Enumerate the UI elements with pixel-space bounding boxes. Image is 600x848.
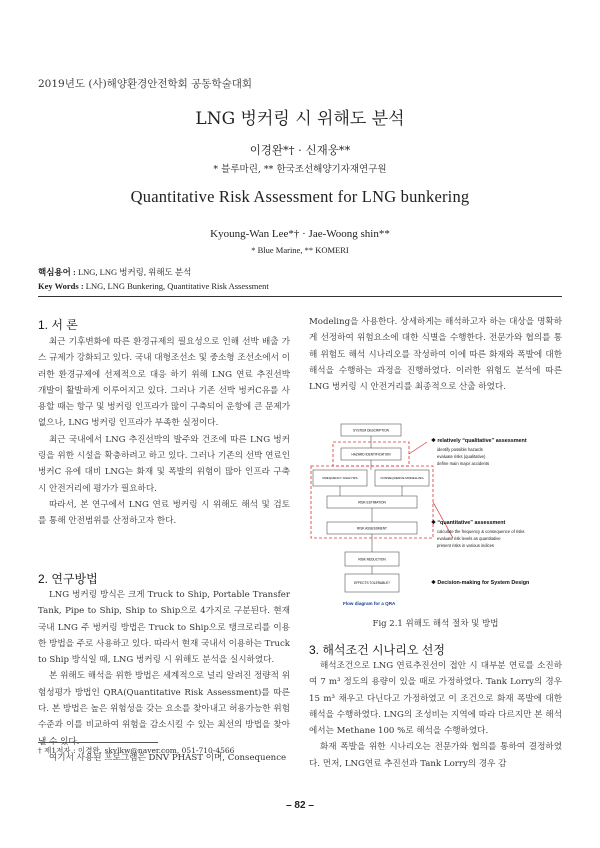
section-2-body [38, 587, 290, 766]
section-3-body [309, 658, 562, 772]
flow-box-label: HAZARD IDENTIFICATION [351, 452, 391, 457]
korean-keywords-text: LNG, LNG 벙커링, 위해도 분석 [77, 267, 192, 277]
flow-caption: Flow diagram for a QRA [343, 601, 396, 606]
section-2-title: 2. 연구방법 [38, 572, 98, 586]
paragraph: Modeling을 사용한다. 상세하게는 해석하고자 하는 대상을 명확하게 선정하여 위험요소에 대한 식별을 수행한다. 전문가와 협의를 통해 위험도 해석 시나리오를 작성하여 이에 따른 화재와 폭발에 대한 해석을 수행하는 과정을 진행하였다. 이러한 위험도 분석에 따른 LNG 벙커링 시 안전거리를 최종적으로 산출 하였다. [309, 317, 562, 393]
flow-box-label: RISK ESTIMATION [358, 500, 386, 505]
paragraph: 여기서 사용된 프로그램은 DNV PHAST 이며, Consequence [49, 752, 287, 763]
flow-box-label: RISK REDUCTION [358, 557, 386, 562]
figure-caption: Fig 2.1 위해도 해석 절차 및 방법 [372, 619, 499, 629]
english-keywords-label: Key Words : [38, 281, 84, 291]
right-column-top [309, 314, 562, 395]
paragraph: LNG 벙커링 방식은 크게 Truck to Ship, Portable Transfer Tank, Pipe to Ship, Ship to Ship으로 4가지로 구분된다. 현재 국내 LNG 주 벙커링 방법은 Truck to Ship으로 탱크로리를 이용한 방법을 주로 사용하고 있다. 따라서 현재 국내서 이용하는 Truck to Ship 방식일 때, LNG 벙커링 시 위해도 분석을 실시하였다. [38, 590, 290, 666]
english-keywords [38, 281, 269, 291]
english-title: Quantitative Risk Assessment for LNG bunkering [130, 187, 470, 206]
flow-box-label: RISK ASSESSMENT [357, 526, 387, 531]
quantitative-item: present risks in various indices [437, 543, 495, 548]
paragraph: 해석조건으로 LNG 연료추진선이 접안 시 대부분 연료를 소진하여 7 m³ 정도의 용량이 있을 때로 가정하였다. Tank Lorry의 경우 15 m³ 채우고 다닌다고 가정하였고 이 조건으로 화재 폭발에 대한 해석을 수행하였다. LNG의 조성비는 지역에 따라 다르지만 본 해석에서는 Methane 100 %로 해석을 수행하였다. [309, 661, 562, 737]
english-affiliations: * Blue Marine, ** KOMERI [251, 245, 349, 255]
qualitative-item: define main major accidents [437, 461, 490, 466]
english-authors: Kyoung-Wan Lee*† · Jae-Woong shin** [210, 228, 390, 240]
korean-title: LNG 벙커링 시 위해도 분석 [195, 109, 405, 129]
korean-affiliations: * 블루마린, ** 한국조선해양기자재연구원 [213, 164, 387, 175]
paragraph: 화재 폭발을 위한 시나리오는 전문가와 협의를 통하여 결정하였다. 먼저, LNG연료 추진선과 Tank Lorry의 경우 감 [309, 742, 562, 769]
flow-box-label: SYSTEM DESCRIPTION [353, 428, 389, 433]
quantitative-item: evaluate risk levels as quantitative [437, 536, 501, 541]
section-1-body [38, 334, 290, 530]
flow-box-label: CONSEQUENCE MODELLING [380, 476, 424, 480]
qra-figure [309, 418, 562, 614]
paragraph: 본 위해도 해석을 위한 방법은 세계적으로 널리 알려진 정량적 위험성평가 방법인 QRA(Quantitative Risk Assessment)를 따른다. 본 방법은 높은 위험성을 갖는 요소를 찾아내고 허용가능한 위험수준과 이를 비교하여 위험을 감소시킬 수 있는 최선의 방법을 찾아 낼 수 있다. [38, 671, 290, 747]
paragraph: 최근 국내에서 LNG 추진선박의 발주와 건조에 따른 LNG 벙커링을 위한 시설을 확충하려고 하고 있다. 그러나 기존의 선박 연료인 벙커C 유에 대비 LNG는 화재 및 폭발의 위험이 많아 인프라 구축 시 안전거리에 평가가 필요하다. [38, 434, 290, 494]
qualitative-title: ❖ relatively “qualitative” assessment [431, 438, 527, 444]
conference-header: 2019년도 (사)해양환경안전학회 공동학술대회 [38, 78, 253, 90]
flow-box-label: FREQUENCY ANALYSIS [322, 476, 358, 480]
quantitative-title: ❖ “quantitative” assessment [431, 520, 506, 526]
figure-2-1 [309, 418, 562, 614]
korean-authors: 이경완*† · 신재웅** [249, 143, 351, 157]
paragraph: 따라서, 본 연구에서 LNG 연료 벙커링 시 위해도 해석 및 검토를 통해 안전범위를 산정하고자 한다. [38, 499, 290, 527]
quantitative-item: calculate the frequency & consequence of risks [437, 529, 525, 534]
paragraph: 최근 기후변화에 따른 환경규제의 필요성으로 인해 선박 배출 가스 규제가 강화되고 있다. 국내 대형조선소 및 중소형 조선소에서 이러한 환경규제에 선제적으로 대응 하기 위해 LNG 연료 추진선박 개발이 활발하게 이루어지고 있다. 그러나 기존 선박 벙커C유를 사용할 때는 항구 및 벙커링 인프라가 많이 구축되어 운항에 큰 문제가 없으나, LNG 벙커링 인프라가 부족한 실정이다. [38, 337, 290, 429]
qualitative-item: evaluate risks (qualitative) [437, 454, 486, 459]
page-number: – 82 – [286, 800, 314, 811]
korean-keywords-label: 핵심용어 : [38, 267, 76, 277]
qualitative-item: identify possible hazards [437, 447, 483, 452]
section-1-title: 1. 서 론 [38, 318, 78, 332]
section-3-title: 3. 해석조건 시나리오 선정 [309, 643, 445, 657]
header-divider [38, 296, 562, 297]
footnote: † 제1저자 : 이경완, skylkw@naver.com, 051-710-4566 [38, 746, 235, 755]
decision-title: ❖ Decision-making for System Design [431, 580, 530, 586]
korean-keywords [38, 266, 191, 278]
flow-box-label: EFFECTS TOLERABLE? [354, 581, 390, 585]
english-keywords-text: LNG, LNG Bunkering, Quantitative Risk Assessment [85, 281, 269, 291]
footnote-divider [38, 742, 158, 743]
